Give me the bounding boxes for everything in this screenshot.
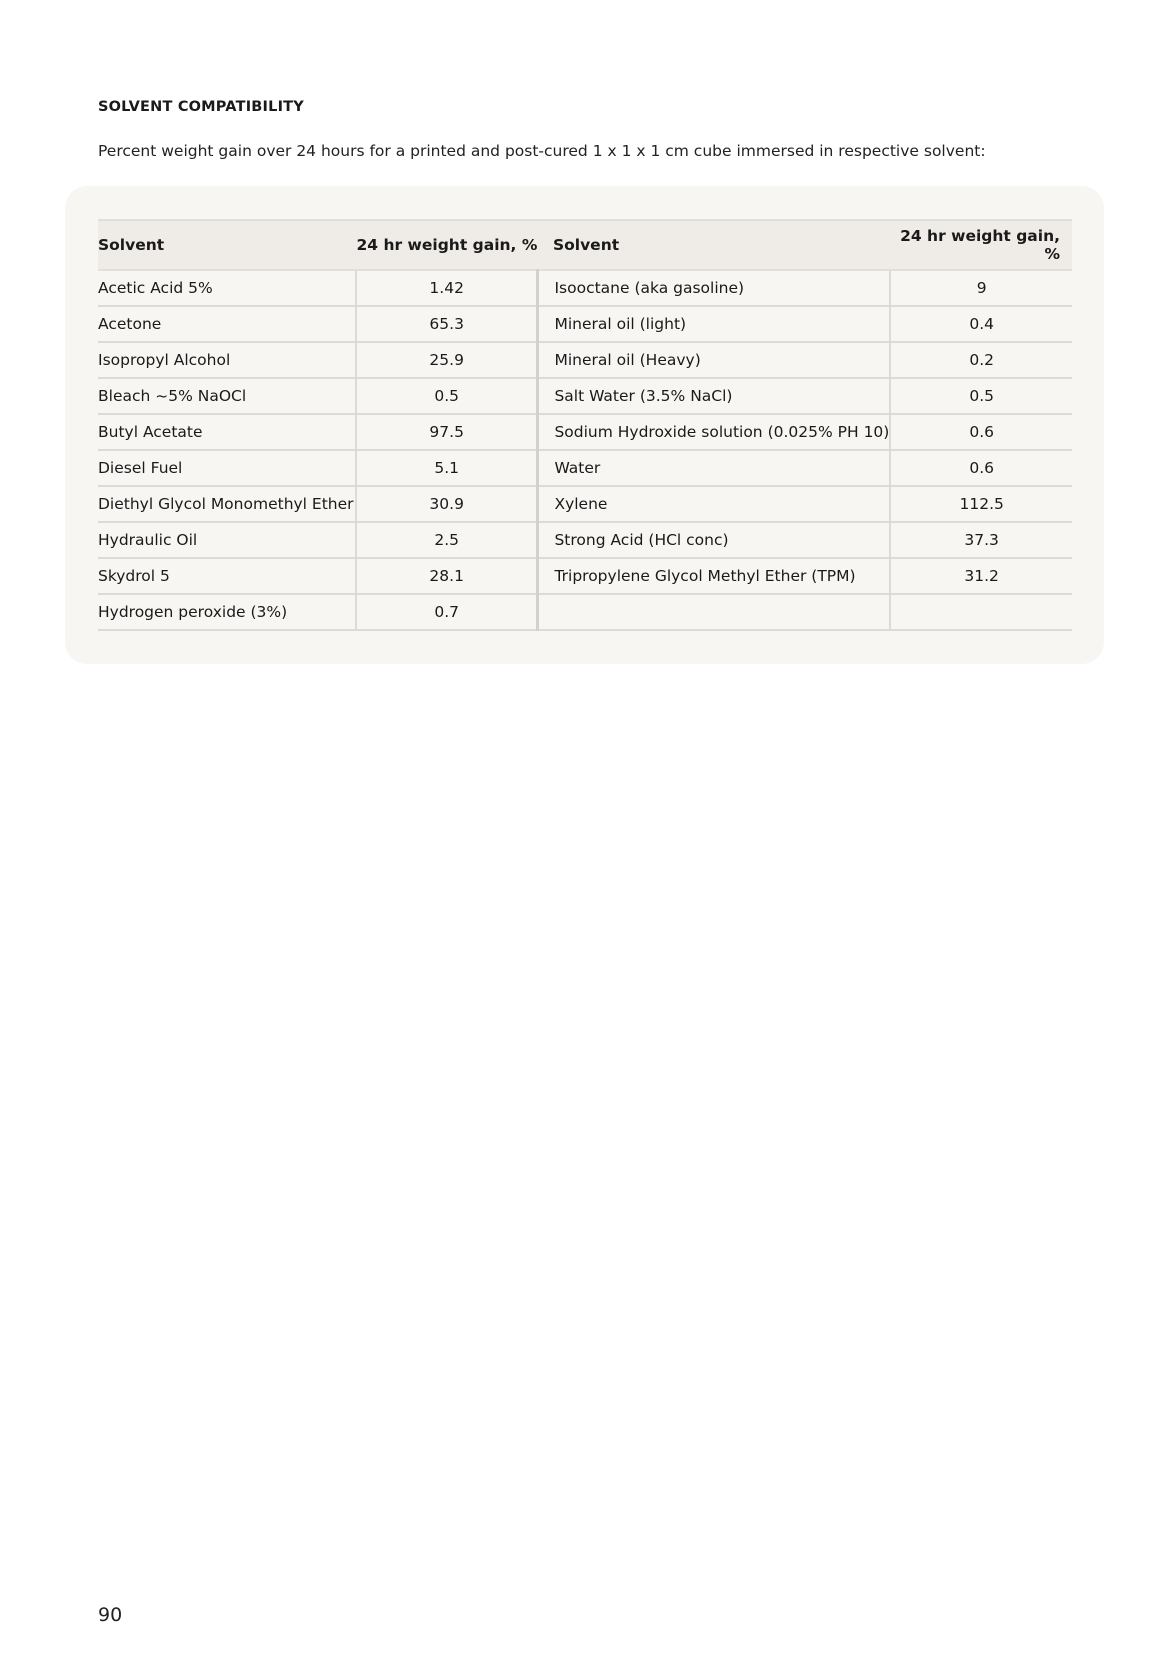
table-row bbox=[98, 558, 1072, 594]
solvent-name-left: Hydraulic Oil bbox=[98, 522, 356, 558]
solvent-table bbox=[98, 219, 1072, 631]
table-row bbox=[98, 342, 1072, 378]
section-title: SOLVENT COMPATIBILITY bbox=[98, 99, 304, 115]
solvent-name-right: Strong Acid (HCl conc) bbox=[538, 522, 890, 558]
weight-gain-right: 37.3 bbox=[890, 522, 1072, 558]
solvent-name-right bbox=[538, 594, 890, 630]
weight-gain-right: 0.2 bbox=[890, 342, 1072, 378]
weight-gain-left: 0.5 bbox=[356, 378, 538, 414]
solvent-name-right: Tripropylene Glycol Methyl Ether (TPM) bbox=[538, 558, 890, 594]
weight-gain-left: 5.1 bbox=[356, 450, 538, 486]
header-solvent-left: Solvent bbox=[98, 220, 356, 270]
weight-gain-left: 30.9 bbox=[356, 486, 538, 522]
solvent-name-left: Isopropyl Alcohol bbox=[98, 342, 356, 378]
table-row bbox=[98, 522, 1072, 558]
table-row bbox=[98, 378, 1072, 414]
weight-gain-right: 112.5 bbox=[890, 486, 1072, 522]
weight-gain-right: 31.2 bbox=[890, 558, 1072, 594]
page-number: 90 bbox=[98, 1604, 123, 1626]
solvent-name-left: Acetone bbox=[98, 306, 356, 342]
solvent-name-left: Skydrol 5 bbox=[98, 558, 356, 594]
solvent-name-left: Acetic Acid 5% bbox=[98, 270, 356, 306]
weight-gain-right: 0.6 bbox=[890, 450, 1072, 486]
solvent-name-right: Mineral oil (light) bbox=[538, 306, 890, 342]
weight-gain-left: 0.7 bbox=[356, 594, 538, 630]
solvent-name-left: Hydrogen peroxide (3%) bbox=[98, 594, 356, 630]
solvent-name-right: Salt Water (3.5% NaCl) bbox=[538, 378, 890, 414]
table-row bbox=[98, 306, 1072, 342]
solvent-name-right: Xylene bbox=[538, 486, 890, 522]
weight-gain-left: 28.1 bbox=[356, 558, 538, 594]
weight-gain-right: 0.5 bbox=[890, 378, 1072, 414]
weight-gain-right bbox=[890, 594, 1072, 630]
solvent-name-right: Water bbox=[538, 450, 890, 486]
weight-gain-left: 25.9 bbox=[356, 342, 538, 378]
weight-gain-left: 65.3 bbox=[356, 306, 538, 342]
table-row bbox=[98, 594, 1072, 630]
weight-gain-right: 0.4 bbox=[890, 306, 1072, 342]
intro-text: Percent weight gain over 24 hours for a printed and post-cured 1 x 1 x 1 cm cube immersed in respective solvent: bbox=[98, 142, 986, 160]
solvent-name-right: Mineral oil (Heavy) bbox=[538, 342, 890, 378]
weight-gain-right: 9 bbox=[890, 270, 1072, 306]
solvent-name-right: Sodium Hydroxide solution (0.025% PH 10) bbox=[538, 414, 890, 450]
header-weight-gain-right: 24 hr weight gain, % bbox=[890, 220, 1072, 270]
solvent-name-left: Bleach ~5% NaOCl bbox=[98, 378, 356, 414]
table-row bbox=[98, 414, 1072, 450]
table-row bbox=[98, 486, 1072, 522]
weight-gain-left: 2.5 bbox=[356, 522, 538, 558]
solvent-name-right: Isooctane (aka gasoline) bbox=[538, 270, 890, 306]
weight-gain-right: 0.6 bbox=[890, 414, 1072, 450]
header-weight-gain-left: 24 hr weight gain, % bbox=[356, 220, 538, 270]
table-row bbox=[98, 270, 1072, 306]
solvent-name-left: Diethyl Glycol Monomethyl Ether bbox=[98, 486, 356, 522]
weight-gain-left: 97.5 bbox=[356, 414, 538, 450]
header-solvent-right: Solvent bbox=[538, 220, 890, 270]
solvent-name-left: Diesel Fuel bbox=[98, 450, 356, 486]
table-header-row bbox=[98, 220, 1072, 270]
weight-gain-left: 1.42 bbox=[356, 270, 538, 306]
solvent-name-left: Butyl Acetate bbox=[98, 414, 356, 450]
table-row bbox=[98, 450, 1072, 486]
